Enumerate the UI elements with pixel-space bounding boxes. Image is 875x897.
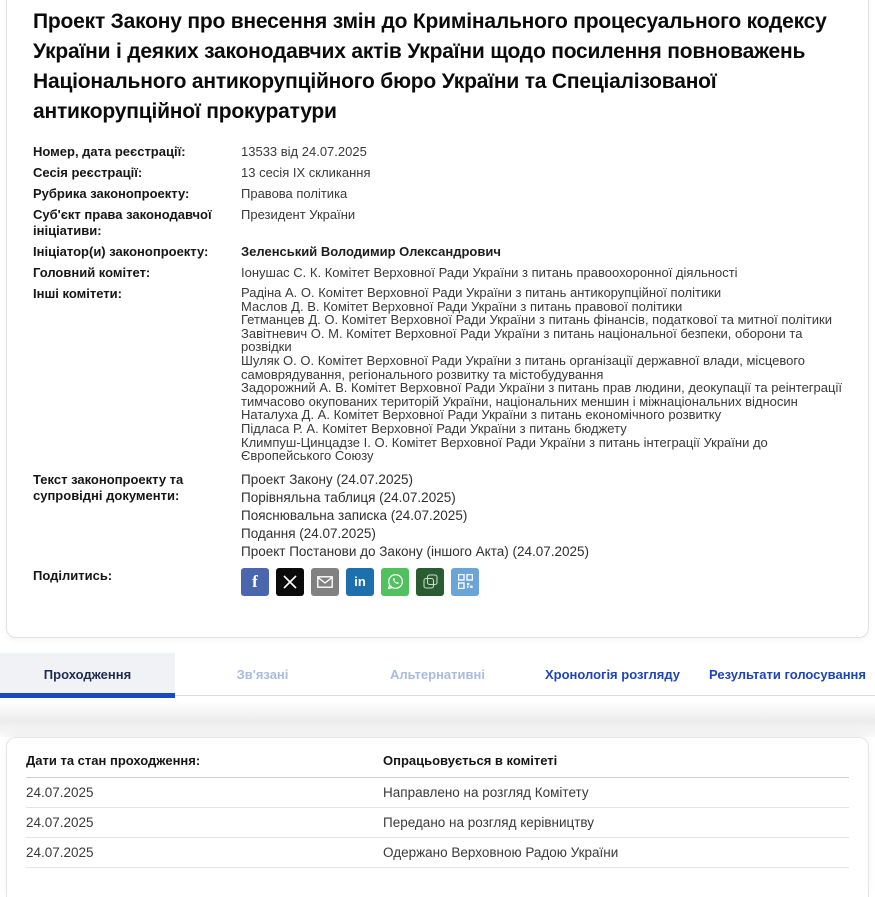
initiator-value: Зеленський Володимир Олександрович — [241, 244, 501, 259]
row-status: Направлено на розгляд Комітету — [383, 785, 589, 800]
copy-icon — [423, 574, 438, 589]
dates-column-header: Дати та стан проходження: — [26, 753, 201, 768]
tab-label: Хронологія розгляду — [544, 666, 681, 682]
meta-row-registration — [33, 144, 842, 160]
tab-rezultaty-holosuvannia[interactable] — [700, 653, 875, 695]
row-status: Одержано Верховною Радою України — [383, 845, 619, 860]
session-label: Сесія реєстрації: — [33, 165, 143, 180]
committee-item: Завітневич О. М. Комітет Верховної Ради України з питань національної безпеки, оборони та розвідки — [241, 325, 803, 355]
twitter-x-share-button[interactable] — [276, 568, 304, 596]
bill-tabs — [0, 653, 875, 696]
table-row — [26, 838, 849, 868]
documents-label: Текст законопроекту та супровідні документи: — [33, 471, 184, 503]
meta-row-session — [33, 165, 842, 181]
linkedin-share-button[interactable] — [346, 568, 374, 596]
email-share-button[interactable] — [311, 568, 339, 596]
committee-item: Підласа Р. А. Комітет Верховної Ради України з питань бюджету — [241, 420, 627, 436]
qr-code-share-button[interactable] — [451, 568, 479, 596]
document-link[interactable]: Проект Постанови до Закону (іншого Акта) (24.07.2025) — [241, 543, 590, 559]
subject-label: Суб'єкт права законодавчої ініціативи: — [33, 207, 212, 238]
main-committee-value: Іонушас С. К. Комітет Верховної Ради України з питань правоохоронної діяльності — [241, 265, 738, 280]
bill-card — [6, 0, 869, 638]
document-link[interactable]: Подання (24.07.2025) — [241, 525, 376, 541]
committee-item: Радіна А. О. Комітет Верховної Ради України з питань антикорупційної політики — [241, 285, 722, 300]
whatsapp-icon — [387, 573, 404, 590]
other-committees-list — [241, 286, 842, 463]
tab-label: Альтернативні — [390, 666, 485, 682]
twitter-x-icon — [283, 575, 297, 589]
tab-khronolohiia-rozghliadu[interactable] — [525, 653, 700, 695]
meta-row-other-committees — [33, 286, 842, 463]
meta-row-initiator — [33, 244, 842, 260]
subject-value: Президент України — [241, 207, 356, 222]
copy-link-share-button[interactable] — [416, 568, 444, 596]
registration-value: 13533 від 24.07.2025 — [241, 144, 367, 159]
tab-label: Зв'язані — [236, 666, 289, 682]
committee-item: Наталуха Д. А. Комітет Верховної Ради України з питань економічного розвитку — [241, 407, 722, 423]
share-section — [33, 568, 842, 596]
initiator-label: Ініціатор(и) законопроекту: — [33, 244, 209, 259]
tab-alternatyvni[interactable] — [350, 653, 525, 695]
committee-item: Гетманцев Д. О. Комітет Верховної Ради України з питань фінансів, податкової та митної політики — [241, 312, 832, 328]
share-buttons — [241, 568, 501, 596]
bill-title: Проект Закону про внесення змін до Кримінального процесуального кодексу України і деяких законодавчих актів України щодо посилення повноважень Національного антикорупційного бюро України та Спеціалізованої антикорупційної прокуратури — [33, 10, 827, 123]
progress-table-card — [6, 737, 869, 897]
rubric-label: Рубрика законопроекту: — [33, 186, 190, 201]
registration-label: Номер, дата реєстрації: — [33, 144, 186, 159]
qr-code-icon — [458, 574, 473, 589]
other-committees-label: Інші комітети: — [33, 286, 122, 301]
tab-prokhodzhennia[interactable] — [0, 653, 175, 695]
tab-label: Проходження — [43, 666, 132, 682]
meta-row-documents — [33, 472, 842, 562]
meta-row-rubric — [33, 186, 842, 202]
row-date: 24.07.2025 — [26, 815, 94, 830]
meta-row-main-committee — [33, 265, 842, 281]
committee-item: Шуляк О. О. Комітет Верховної Ради України з питань організації державної влади, місцевого самоврядування, регіонального розвитку та містобудування — [241, 352, 806, 382]
table-row — [26, 778, 849, 808]
document-link[interactable]: Пояснювальна записка (24.07.2025) — [241, 507, 468, 523]
row-date: 24.07.2025 — [26, 845, 94, 860]
email-icon — [317, 576, 333, 588]
documents-list — [241, 472, 842, 562]
main-committee-label: Головний комітет: — [33, 265, 151, 280]
session-value: 13 сесія IX скликання — [241, 165, 371, 180]
facebook-icon: f — [252, 571, 258, 591]
committee-item: Климпуш-Цинцадзе І. О. Комітет Верховної Ради України з питань інтеграції України до Європейського Союзу — [241, 434, 768, 464]
facebook-share-button[interactable] — [241, 568, 269, 596]
status-column-header: Опрацьовується в комітеті — [383, 753, 558, 768]
linkedin-icon: in — [354, 574, 366, 590]
share-label: Поділитись: — [33, 567, 113, 583]
rubric-value: Правова політика — [241, 186, 348, 201]
meta-row-subject — [33, 207, 842, 239]
row-status: Передано на розгляд керівництву — [383, 815, 595, 830]
table-row — [26, 808, 849, 838]
whatsapp-share-button[interactable] — [381, 568, 409, 596]
document-link[interactable]: Проект Закону (24.07.2025) — [241, 471, 413, 487]
section-divider-band — [0, 702, 875, 737]
committee-item: Задорожний А. В. Комітет Верховної Ради України з питань прав людини, деокупації та реінтеграції тимчасово окупованих територій України, національних меншин і міжнаціональних відносин — [241, 380, 842, 409]
row-date: 24.07.2025 — [26, 785, 94, 800]
committee-item: Маслов Д. В. Комітет Верховної Ради України з питань правової політики — [241, 298, 683, 314]
document-link[interactable]: Порівняльна таблиця (24.07.2025) — [241, 489, 456, 505]
tab-label: Результати голосування — [709, 666, 866, 682]
progress-table-header — [26, 738, 849, 778]
tab-zviazani[interactable] — [175, 653, 350, 695]
